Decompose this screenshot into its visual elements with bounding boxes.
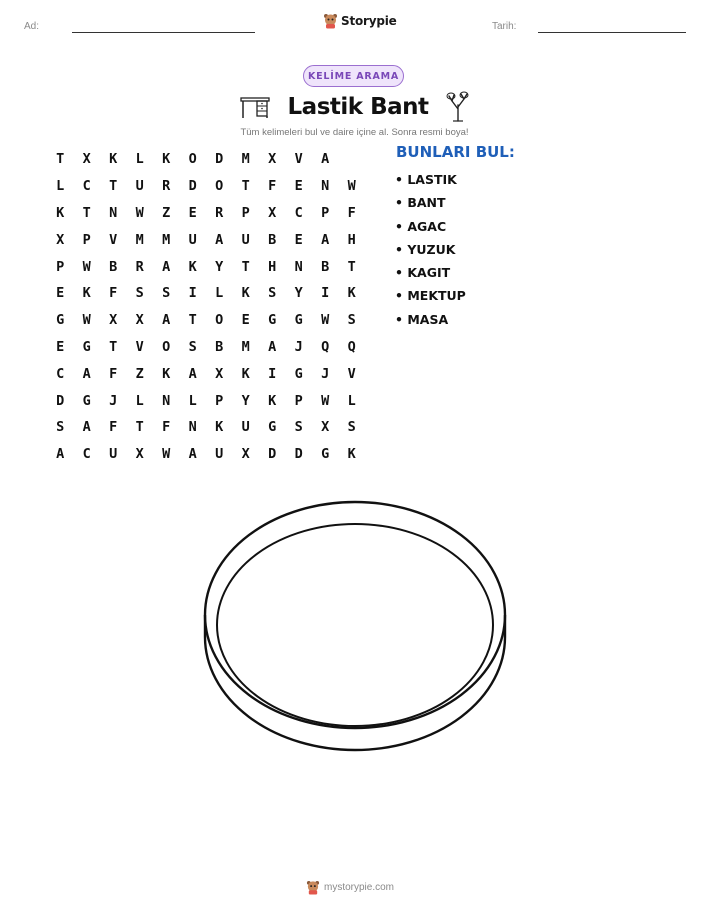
grid-cell[interactable]: K [188,258,197,275]
grid-cell[interactable]: T [109,178,118,195]
word-search-grid[interactable] [47,146,365,468]
grid-cell[interactable]: D [188,178,197,195]
word-list-item: • MASA [395,310,466,333]
grid-cell[interactable]: B [321,258,330,275]
grid-cell[interactable]: A [82,365,91,382]
grid-cell[interactable]: T [109,338,118,355]
grid-cell[interactable]: P [215,392,224,409]
grid-cell[interactable]: X [56,231,65,248]
footer [306,880,394,895]
grid-cell[interactable]: V [109,231,118,248]
grid-cell[interactable]: S [56,419,65,436]
grid-cell[interactable]: Y [215,258,224,275]
grid-cell[interactable]: K [347,285,356,302]
grid-cell[interactable]: H [347,231,356,248]
grid-cell[interactable]: B [268,231,277,248]
grid-cell[interactable]: L [188,392,197,409]
grid-cell[interactable]: D [215,151,224,168]
grid-cell[interactable]: N [321,178,330,195]
grid-cell[interactable]: I [321,285,330,302]
grid-cell[interactable]: A [215,231,224,248]
grid-cell[interactable]: X [268,151,277,168]
grid-cell[interactable]: G [268,419,277,436]
grid-cell[interactable]: P [241,204,250,221]
grid-cell[interactable]: O [215,312,224,329]
name-line[interactable] [72,32,255,33]
rubber-band-illustration [200,490,510,790]
grid-cell[interactable]: E [56,285,65,302]
grid-cell[interactable]: O [162,338,171,355]
grid-cell[interactable]: M [162,231,171,248]
grid-cell[interactable]: P [56,258,65,275]
grid-cell[interactable]: A [321,151,330,168]
grid-cell[interactable]: T [347,258,356,275]
word-list-item: • KAGIT [395,263,466,286]
grid-cell[interactable]: N [188,419,197,436]
title-row [240,90,470,124]
grid-cell[interactable]: A [162,312,171,329]
grid-cell[interactable]: T [188,312,197,329]
grid-cell[interactable]: S [268,285,277,302]
grid-cell[interactable]: M [241,338,250,355]
grid-cell[interactable]: O [188,151,197,168]
grid-cell[interactable]: L [135,392,144,409]
grid-cell[interactable]: F [109,285,118,302]
grid-cell[interactable]: S [162,285,171,302]
grid-cell[interactable]: G [82,338,91,355]
grid-cell[interactable]: B [109,258,118,275]
grid-cell[interactable]: G [321,446,330,463]
category-badge: KELİME ARAMA [303,65,404,87]
grid-cell[interactable]: I [268,365,277,382]
grid-cell[interactable]: X [109,312,118,329]
grid-cell[interactable]: W [82,312,91,329]
grid-cell[interactable]: L [215,285,224,302]
grid-cell[interactable]: W [135,204,144,221]
grid-cell[interactable]: N [294,258,303,275]
brand-name: Storypie [341,14,397,28]
grid-cell[interactable]: U [241,419,250,436]
word-list-item: • LASTIK [395,170,466,193]
grid-cell[interactable]: K [162,365,171,382]
grid-cell[interactable]: O [215,178,224,195]
grid-cell[interactable]: Z [162,204,171,221]
grid-cell[interactable]: Y [241,392,250,409]
grid-cell[interactable]: A [162,258,171,275]
grid-cell[interactable]: K [56,204,65,221]
grid-cell[interactable]: A [321,231,330,248]
grid-cell[interactable]: G [82,392,91,409]
grid-cell[interactable]: B [215,338,224,355]
footer-url[interactable]: mystorypie.com [324,882,395,893]
grid-cell[interactable]: E [56,338,65,355]
grid-cell[interactable]: Q [347,338,356,355]
grid-cell[interactable]: S [347,312,356,329]
word-list-item: • MEKTUP [395,286,466,309]
grid-cell[interactable]: F [162,419,171,436]
grid-cell[interactable]: G [268,312,277,329]
name-label: Ad: [24,21,40,32]
desk-icon [240,94,270,120]
grid-cell[interactable]: W [162,446,171,463]
grid-cell[interactable]: A [188,446,197,463]
grid-cell[interactable]: L [135,151,144,168]
grid-cell[interactable]: L [347,392,356,409]
grid-cell[interactable]: K [347,446,356,463]
grid-cell[interactable]: A [188,365,197,382]
grid-cell[interactable]: D [268,446,277,463]
grid-cell[interactable]: S [347,419,356,436]
grid-cell[interactable]: A [82,419,91,436]
grid-cell[interactable]: X [241,446,250,463]
grid-cell[interactable]: J [294,338,303,355]
date-line[interactable] [538,32,686,33]
page-title: Lastik Bant [287,94,429,120]
tree-icon [446,91,470,123]
grid-cell[interactable]: V [294,151,303,168]
grid-cell[interactable]: K [162,151,171,168]
grid-cell[interactable]: C [56,365,65,382]
grid-cell[interactable]: K [82,285,91,302]
grid-cell[interactable]: T [135,419,144,436]
grid-cell[interactable]: E [294,231,303,248]
grid-cell[interactable]: S [188,338,197,355]
grid-cell[interactable]: P [294,392,303,409]
grid-cell[interactable]: E [241,312,250,329]
grid-cell[interactable]: W [321,392,330,409]
grid-cell[interactable]: H [268,258,277,275]
grid-cell[interactable]: K [241,365,250,382]
grid-cell[interactable]: T [56,151,65,168]
grid-cell[interactable]: V [135,338,144,355]
grid-cell[interactable]: C [294,204,303,221]
grid-cell[interactable]: F [109,365,118,382]
grid-cell[interactable]: U [241,231,250,248]
grid-cell[interactable]: X [268,204,277,221]
grid-cell[interactable]: T [241,258,250,275]
grid-cell[interactable]: C [82,178,91,195]
grid-cell[interactable]: A [56,446,65,463]
grid-cell[interactable]: R [215,204,224,221]
grid-cell[interactable]: X [321,419,330,436]
grid-cell[interactable]: X [135,446,144,463]
grid-cell[interactable]: E [188,204,197,221]
grid-cell[interactable]: C [82,446,91,463]
grid-cell[interactable]: E [294,178,303,195]
grid-cell[interactable]: W [82,258,91,275]
grid-cell[interactable]: X [215,365,224,382]
instructions: Tüm kelimeleri bul ve daire içine al. Sonra resmi boya! [240,127,469,138]
grid-cell[interactable]: P [82,231,91,248]
grid-cell[interactable]: X [82,151,91,168]
word-list-item: • AGAC [395,217,466,240]
grid-cell[interactable]: Z [135,365,144,382]
grid-cell[interactable]: T [241,178,250,195]
grid-cell[interactable]: Q [321,338,330,355]
storypie-mascot-icon [323,13,338,29]
grid-cell[interactable]: G [294,365,303,382]
grid-cell[interactable]: K [215,419,224,436]
grid-cell[interactable]: V [347,365,356,382]
word-list [395,170,466,333]
grid-cell[interactable]: K [109,151,118,168]
grid-cell[interactable]: U [215,446,224,463]
grid-cell[interactable]: D [56,392,65,409]
word-list-title: BUNLARI BUL: [396,143,515,161]
grid-cell[interactable]: X [135,312,144,329]
word-list-item: • YUZUK [395,240,466,263]
grid-cell[interactable]: U [188,231,197,248]
grid-cell[interactable]: I [188,285,197,302]
grid-cell[interactable]: T [82,204,91,221]
grid-cell[interactable]: Y [294,285,303,302]
grid-cell[interactable]: N [162,392,171,409]
grid-cell[interactable]: R [162,178,171,195]
grid-cell[interactable]: J [321,365,330,382]
grid-cell[interactable]: D [294,446,303,463]
grid-cell[interactable]: M [241,151,250,168]
grid-cell[interactable]: R [135,258,144,275]
grid-cell[interactable] [339,146,366,173]
grid-cell[interactable]: F [109,419,118,436]
brand-logo [323,13,397,29]
grid-cell[interactable]: A [268,338,277,355]
grid-cell[interactable]: F [347,204,356,221]
grid-cell[interactable]: U [135,178,144,195]
grid-cell[interactable]: L [56,178,65,195]
grid-cell[interactable]: K [241,285,250,302]
grid-cell[interactable]: N [109,204,118,221]
grid-cell[interactable]: F [268,178,277,195]
word-list-item: • BANT [395,193,466,216]
grid-cell[interactable]: U [109,446,118,463]
grid-cell[interactable]: K [268,392,277,409]
grid-cell[interactable]: P [321,204,330,221]
grid-cell[interactable]: S [135,285,144,302]
date-label: Tarih: [492,21,517,32]
grid-cell[interactable]: G [294,312,303,329]
grid-cell[interactable]: G [56,312,65,329]
storypie-mascot-icon [306,880,320,895]
grid-cell[interactable]: J [109,392,118,409]
grid-cell[interactable]: M [135,231,144,248]
grid-cell[interactable]: W [321,312,330,329]
grid-cell[interactable]: S [294,419,303,436]
grid-cell[interactable]: W [347,178,356,195]
